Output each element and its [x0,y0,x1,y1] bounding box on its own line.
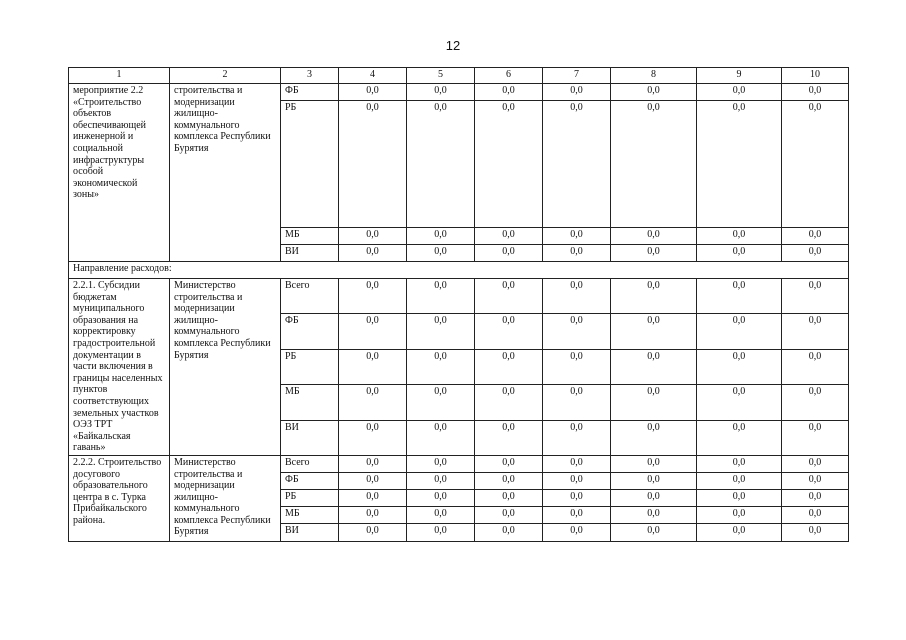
funding-source-cell: МБ [281,228,339,245]
value-cell: 0,0 [339,101,407,228]
value-cell: 0,0 [697,101,782,228]
value-cell: 0,0 [543,279,611,314]
value-cell: 0,0 [339,455,407,472]
responsible-cell: Министерство строительства и модернизации жилищно-коммунального комплекса Республики Бурятия [170,455,281,541]
value-cell: 0,0 [543,349,611,384]
budget-table [68,67,849,542]
value-cell: 0,0 [475,506,543,523]
value-cell: 0,0 [697,523,782,541]
value-cell: 0,0 [782,506,849,523]
header-cell: 4 [339,68,407,84]
value-cell: 0,0 [611,506,697,523]
value-cell: 0,0 [697,245,782,262]
value-cell: 0,0 [697,349,782,384]
value-cell: 0,0 [611,279,697,314]
value-cell: 0,0 [782,84,849,101]
value-cell: 0,0 [543,455,611,472]
funding-source-cell: РБ [281,349,339,384]
funding-source-cell: ВИ [281,245,339,262]
value-cell: 0,0 [475,385,543,420]
value-cell: 0,0 [475,420,543,455]
funding-source-cell: ФБ [281,472,339,489]
header-cell: 3 [281,68,339,84]
value-cell: 0,0 [697,385,782,420]
value-cell: 0,0 [697,279,782,314]
value-cell: 0,0 [697,228,782,245]
value-cell: 0,0 [782,279,849,314]
value-cell: 0,0 [543,420,611,455]
section-title: Направление расходов: [69,262,849,279]
value-cell: 0,0 [543,523,611,541]
value-cell: 0,0 [339,228,407,245]
value-cell: 0,0 [611,472,697,489]
value-cell: 0,0 [697,84,782,101]
value-cell: 0,0 [543,314,611,349]
value-cell: 0,0 [611,84,697,101]
value-cell: 0,0 [611,314,697,349]
value-cell: 0,0 [543,228,611,245]
responsible-cell: Министерство строительства и модернизации жилищно-коммунального комплекса Республики Бурятия [170,279,281,456]
value-cell: 0,0 [611,228,697,245]
value-cell: 0,0 [407,279,475,314]
value-cell: 0,0 [339,385,407,420]
value-cell: 0,0 [475,245,543,262]
value-cell: 0,0 [475,101,543,228]
funding-source-cell: Всего [281,455,339,472]
value-cell: 0,0 [697,455,782,472]
value-cell: 0,0 [782,245,849,262]
value-cell: 0,0 [697,314,782,349]
value-cell: 0,0 [339,506,407,523]
value-cell: 0,0 [407,489,475,506]
funding-source-cell: МБ [281,506,339,523]
value-cell: 0,0 [782,101,849,228]
value-cell: 0,0 [543,245,611,262]
value-cell: 0,0 [475,349,543,384]
header-cell: 7 [543,68,611,84]
value-cell: 0,0 [339,523,407,541]
header-cell: 6 [475,68,543,84]
funding-source-cell: Всего [281,279,339,314]
value-cell: 0,0 [697,472,782,489]
value-cell: 0,0 [407,228,475,245]
value-cell: 0,0 [543,101,611,228]
value-cell: 0,0 [407,523,475,541]
value-cell: 0,0 [611,489,697,506]
value-cell: 0,0 [407,101,475,228]
value-cell: 0,0 [339,420,407,455]
value-cell: 0,0 [782,523,849,541]
value-cell: 0,0 [339,349,407,384]
funding-source-cell: ФБ [281,84,339,101]
value-cell: 0,0 [782,314,849,349]
value-cell: 0,0 [339,245,407,262]
value-cell: 0,0 [543,385,611,420]
value-cell: 0,0 [697,420,782,455]
value-cell: 0,0 [611,385,697,420]
header-cell: 8 [611,68,697,84]
table-row [69,84,849,101]
value-cell: 0,0 [339,279,407,314]
value-cell: 0,0 [407,506,475,523]
funding-source-cell: РБ [281,101,339,228]
value-cell: 0,0 [475,228,543,245]
funding-source-cell: ВИ [281,523,339,541]
value-cell: 0,0 [339,489,407,506]
value-cell: 0,0 [339,472,407,489]
page-number: 12 [445,38,461,53]
value-cell: 0,0 [782,385,849,420]
header-cell: 1 [69,68,170,84]
value-cell: 0,0 [407,349,475,384]
value-cell: 0,0 [407,245,475,262]
value-cell: 0,0 [475,84,543,101]
header-cell: 10 [782,68,849,84]
value-cell: 0,0 [611,245,697,262]
funding-source-cell: РБ [281,489,339,506]
value-cell: 0,0 [475,523,543,541]
value-cell: 0,0 [611,349,697,384]
value-cell: 0,0 [782,489,849,506]
measure-name-cell: мероприятие 2.2 «Строительство объектов обеспечивающей инженерной и социальной инфраструктуры особой экономической зоны» [69,84,170,262]
value-cell: 0,0 [543,506,611,523]
value-cell: 0,0 [407,455,475,472]
value-cell: 0,0 [697,506,782,523]
value-cell: 0,0 [611,455,697,472]
value-cell: 0,0 [407,314,475,349]
value-cell: 0,0 [782,455,849,472]
value-cell: 0,0 [407,420,475,455]
measure-name-cell: 2.2.1. Субсидии бюджетам муниципального образования на корректировку градостроительной документации в части включения в границы населенных пунктов соответствующих земельных участков ОЭЗ ТРТ «Байкальская гавань» [69,279,170,456]
value-cell: 0,0 [782,349,849,384]
value-cell: 0,0 [543,84,611,101]
value-cell: 0,0 [543,489,611,506]
value-cell: 0,0 [475,472,543,489]
value-cell: 0,0 [611,420,697,455]
funding-source-cell: МБ [281,385,339,420]
value-cell: 0,0 [475,279,543,314]
table-row [69,279,849,314]
table-row [69,455,849,472]
value-cell: 0,0 [475,455,543,472]
value-cell: 0,0 [697,489,782,506]
value-cell: 0,0 [782,420,849,455]
header-cell: 5 [407,68,475,84]
value-cell: 0,0 [339,84,407,101]
value-cell: 0,0 [475,489,543,506]
value-cell: 0,0 [782,228,849,245]
value-cell: 0,0 [782,472,849,489]
funding-source-cell: ФБ [281,314,339,349]
value-cell: 0,0 [407,385,475,420]
value-cell: 0,0 [407,472,475,489]
value-cell: 0,0 [543,472,611,489]
value-cell: 0,0 [475,314,543,349]
value-cell: 0,0 [611,101,697,228]
funding-source-cell: ВИ [281,420,339,455]
measure-name-cell: 2.2.2. Строительство досугового образовательного центра в с. Турка Прибайкальского района. [69,455,170,541]
header-cell: 9 [697,68,782,84]
responsible-cell: строительства и модернизации жилищно-коммунального комплекса Республики Бурятия [170,84,281,262]
header-cell: 2 [170,68,281,84]
value-cell: 0,0 [611,523,697,541]
value-cell: 0,0 [407,84,475,101]
section-row [69,262,849,279]
header-row [69,68,849,84]
value-cell: 0,0 [339,314,407,349]
